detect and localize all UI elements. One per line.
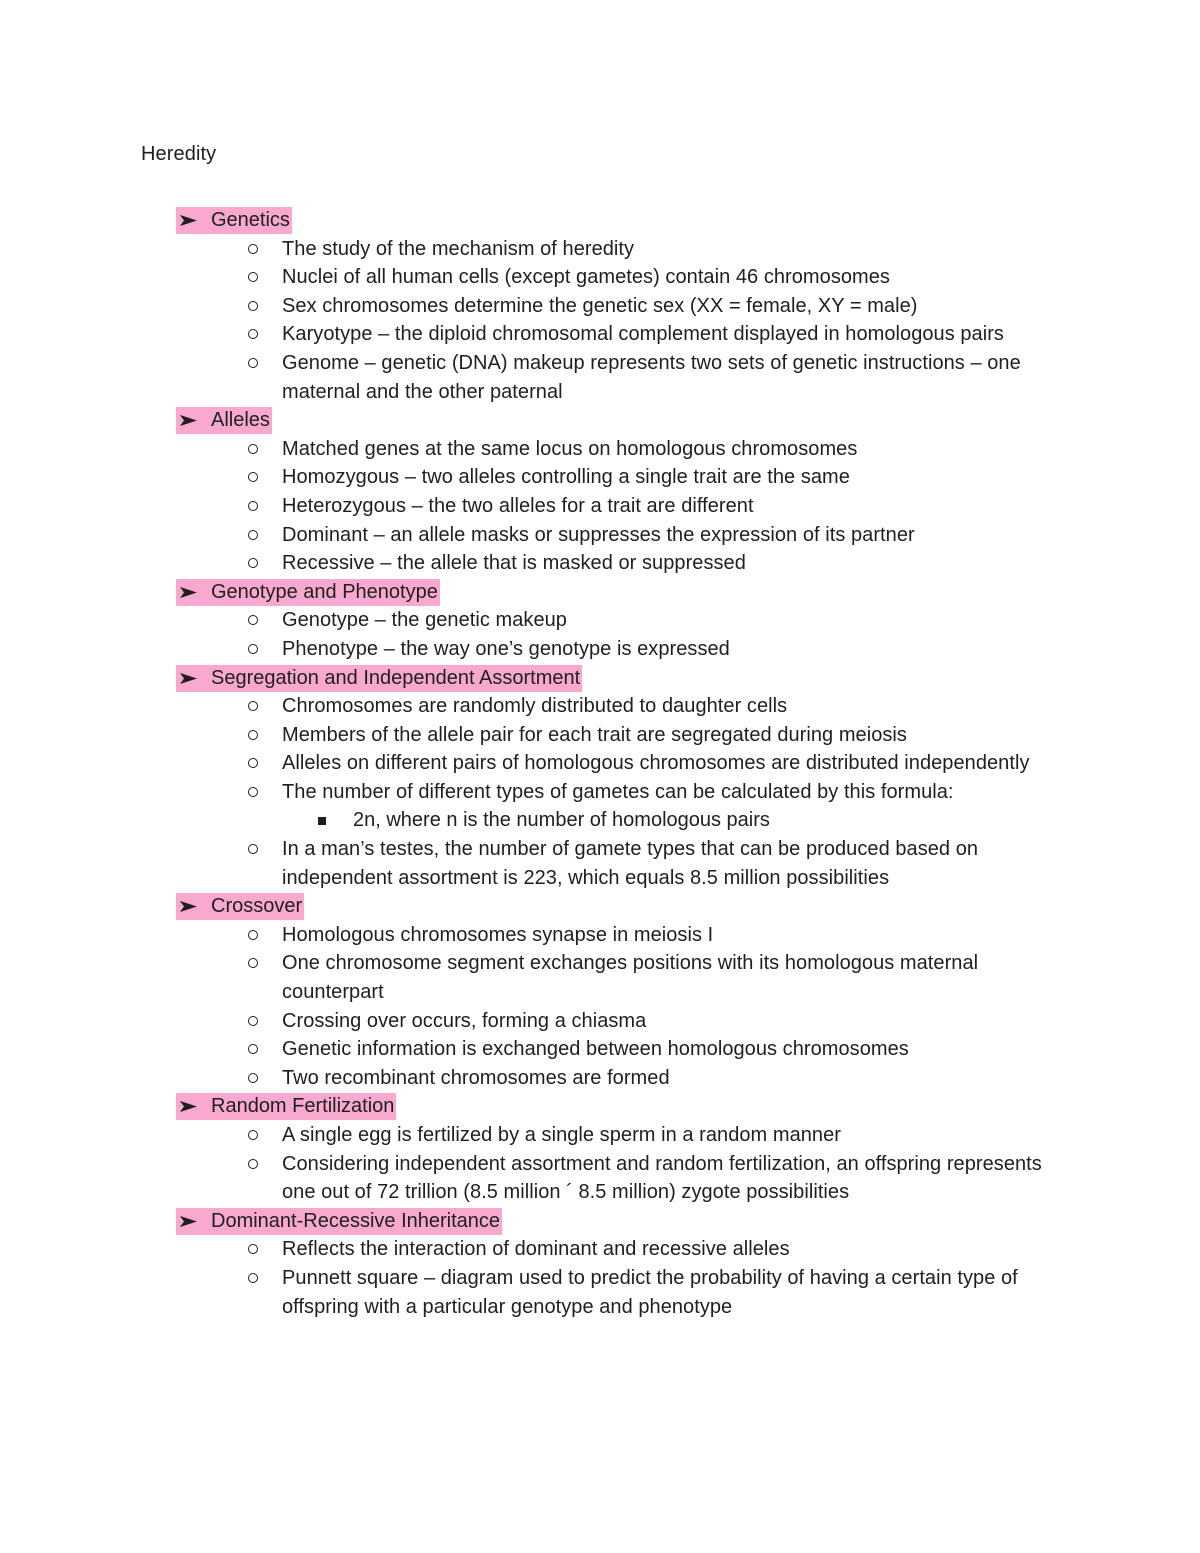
section-heading-row: [0, 1207, 1200, 1236]
outline-section: [0, 1092, 1200, 1206]
hollow-circle-bullet-icon: [248, 730, 258, 740]
section-heading-row: [0, 664, 1200, 693]
list-item: [0, 435, 1200, 464]
arrowhead-bullet-icon: [176, 579, 211, 607]
hollow-circle-bullet-icon: [248, 1073, 258, 1083]
list-item-text: Homozygous – two alleles controlling a single trait are the same: [282, 466, 850, 489]
section-heading-row: [0, 578, 1200, 607]
list-item: [0, 349, 1200, 406]
list-item: [0, 749, 1200, 778]
list-item-text: Genetic information is exchanged between homologous chromosomes: [282, 1038, 909, 1061]
hollow-circle-bullet-icon: [248, 787, 258, 797]
section-heading-highlight: [176, 893, 304, 920]
arrowhead-bullet-icon: [176, 207, 211, 235]
list-item: [0, 463, 1200, 492]
list-item-text: In a man’s testes, the number of gamete types that can be produced based on independent assortment is 223, which equals 8.5 million possibilities: [282, 838, 979, 889]
list-item: [0, 1264, 1200, 1321]
arrowhead-bullet-icon: [176, 1208, 211, 1236]
section-heading-highlight: [176, 407, 272, 434]
list-item-text: Heterozygous – the two alleles for a trait are different: [282, 494, 754, 517]
arrowhead-bullet-icon: [176, 893, 211, 921]
section-heading: Dominant-Recessive Inheritance: [211, 1209, 501, 1232]
list-item-text: Phenotype – the way one’s genotype is expressed: [282, 637, 730, 660]
list-item: [0, 921, 1200, 950]
hollow-circle-bullet-icon: [248, 301, 258, 311]
arrowhead-bullet-icon: [176, 407, 211, 435]
list-item-text: Chromosomes are randomly distributed to daughter cells: [282, 695, 788, 718]
list-item: [0, 1235, 1200, 1264]
section-items: [0, 435, 1200, 578]
nested-list-item-text: 2n, where n is the number of homologous pairs: [353, 809, 770, 832]
hollow-circle-bullet-icon: [248, 1130, 258, 1140]
outline-section: [0, 664, 1200, 893]
section-heading: Genotype and Phenotype: [211, 580, 438, 603]
list-item-text: Homologous chromosomes synapse in meiosis I: [282, 923, 714, 946]
list-item: [0, 320, 1200, 349]
hollow-circle-bullet-icon: [248, 1159, 258, 1169]
list-item: [0, 292, 1200, 321]
hollow-circle-bullet-icon: [248, 1244, 258, 1254]
hollow-circle-bullet-icon: [248, 472, 258, 482]
hollow-circle-bullet-icon: [248, 1016, 258, 1026]
section-heading-row: [0, 406, 1200, 435]
list-item: [0, 606, 1200, 635]
list-item-text: One chromosome segment exchanges positions with its homologous maternal counterpart: [282, 952, 979, 1004]
outline-section: [0, 892, 1200, 1092]
hollow-circle-bullet-icon: [248, 758, 258, 768]
outline-section: [0, 206, 1200, 406]
list-item-text: Alleles on different pairs of homologous chromosomes are distributed independently: [282, 752, 1030, 775]
list-item-text: Matched genes at the same locus on homologous chromosomes: [282, 437, 858, 460]
list-item: [0, 492, 1200, 521]
list-item: [0, 692, 1200, 721]
list-item: [0, 721, 1200, 750]
list-item-text: The number of different types of gametes can be calculated by this formula:: [282, 780, 954, 803]
section-heading-highlight: [176, 1208, 502, 1235]
list-item-text: Two recombinant chromosomes are formed: [282, 1066, 670, 1089]
section-heading-highlight: [176, 1093, 396, 1120]
hollow-circle-bullet-icon: [248, 615, 258, 625]
list-item-text: Punnett square – diagram used to predict the probability of having a certain type of offspring with a particular genotype and phenotype: [282, 1266, 1018, 1318]
list-item-text: Recessive – the allele that is masked or suppressed: [282, 552, 746, 575]
list-item: [0, 1007, 1200, 1036]
hollow-circle-bullet-icon: [248, 530, 258, 540]
arrowhead-bullet-icon: [176, 1093, 211, 1121]
section-heading-row: [0, 206, 1200, 235]
list-item-text: Considering independent assortment and random fertilization, an offspring represents one out of 72 trillion (8.5 million ´ 8.5 million) zygote possibilities: [282, 1152, 1042, 1204]
nested-list-item: [0, 806, 1200, 835]
hollow-circle-bullet-icon: [248, 930, 258, 940]
outline-section: [0, 1207, 1200, 1321]
hollow-circle-bullet-icon: [248, 958, 258, 968]
list-item-text: Sex chromosomes determine the genetic sex (XX = female, XY = male): [282, 294, 918, 317]
section-heading: Alleles: [211, 409, 270, 432]
outline-section: [0, 578, 1200, 664]
list-item: [0, 1035, 1200, 1064]
list-item-text: The study of the mechanism of heredity: [282, 237, 635, 260]
section-heading-highlight: [176, 579, 440, 606]
hollow-circle-bullet-icon: [248, 701, 258, 711]
section-items: [0, 606, 1200, 663]
hollow-circle-bullet-icon: [248, 558, 258, 568]
section-items: [0, 1121, 1200, 1207]
list-item: [0, 835, 1200, 892]
list-item-text: Genome – genetic (DNA) makeup represents two sets of genetic instructions – one maternal and the other paternal: [282, 351, 1021, 403]
hollow-circle-bullet-icon: [248, 358, 258, 368]
section-heading: Genetics: [211, 209, 290, 231]
arrowhead-bullet-icon: [176, 665, 211, 693]
section-heading-row: [0, 892, 1200, 921]
section-heading-highlight: [176, 665, 582, 692]
list-item: [0, 635, 1200, 664]
list-item-text: Genotype – the genetic makeup: [282, 609, 567, 632]
list-item: [0, 1064, 1200, 1093]
hollow-circle-bullet-icon: [248, 272, 258, 282]
list-item-text: Members of the allele pair for each trait are segregated during meiosis: [282, 723, 907, 746]
section-items: [0, 692, 1200, 892]
hollow-circle-bullet-icon: [248, 1273, 258, 1283]
section-heading-row: [0, 1092, 1200, 1121]
section-items: [0, 1235, 1200, 1321]
list-item: [0, 1121, 1200, 1150]
hollow-circle-bullet-icon: [248, 501, 258, 511]
outline-list: [0, 206, 1200, 1321]
list-item: [0, 778, 1200, 807]
list-item: [0, 949, 1200, 1006]
section-heading-highlight: [176, 207, 292, 234]
hollow-circle-bullet-icon: [248, 1044, 258, 1054]
list-item: [0, 521, 1200, 550]
section-items: [0, 235, 1200, 407]
hollow-circle-bullet-icon: [248, 329, 258, 339]
list-item-text: Karyotype – the diploid chromosomal complement displayed in homologous pairs: [282, 323, 1004, 346]
section-heading: Segregation and Independent Assortment: [211, 666, 581, 689]
list-item-text: Reflects the interaction of dominant and recessive alleles: [282, 1238, 790, 1261]
hollow-circle-bullet-icon: [248, 244, 258, 254]
outline-section: [0, 406, 1200, 578]
section-heading: Random Fertilization: [211, 1095, 395, 1118]
document-title: Heredity: [141, 143, 217, 165]
list-item: [0, 263, 1200, 292]
square-bullet-icon: [318, 817, 326, 825]
list-item-text: A single egg is fertilized by a single sperm in a random manner: [282, 1124, 841, 1146]
list-item-text: Nuclei of all human cells (except gametes) contain 46 chromosomes: [282, 266, 890, 289]
section-items: [0, 921, 1200, 1093]
hollow-circle-bullet-icon: [248, 444, 258, 454]
list-item: [0, 549, 1200, 578]
hollow-circle-bullet-icon: [248, 844, 258, 854]
list-item: [0, 235, 1200, 264]
section-heading: Crossover: [211, 895, 303, 918]
hollow-circle-bullet-icon: [248, 644, 258, 654]
list-item-text: Crossing over occurs, forming a chiasma: [282, 1009, 647, 1032]
list-item-text: Dominant – an allele masks or suppresses the expression of its partner: [282, 523, 915, 546]
list-item: [0, 1150, 1200, 1207]
